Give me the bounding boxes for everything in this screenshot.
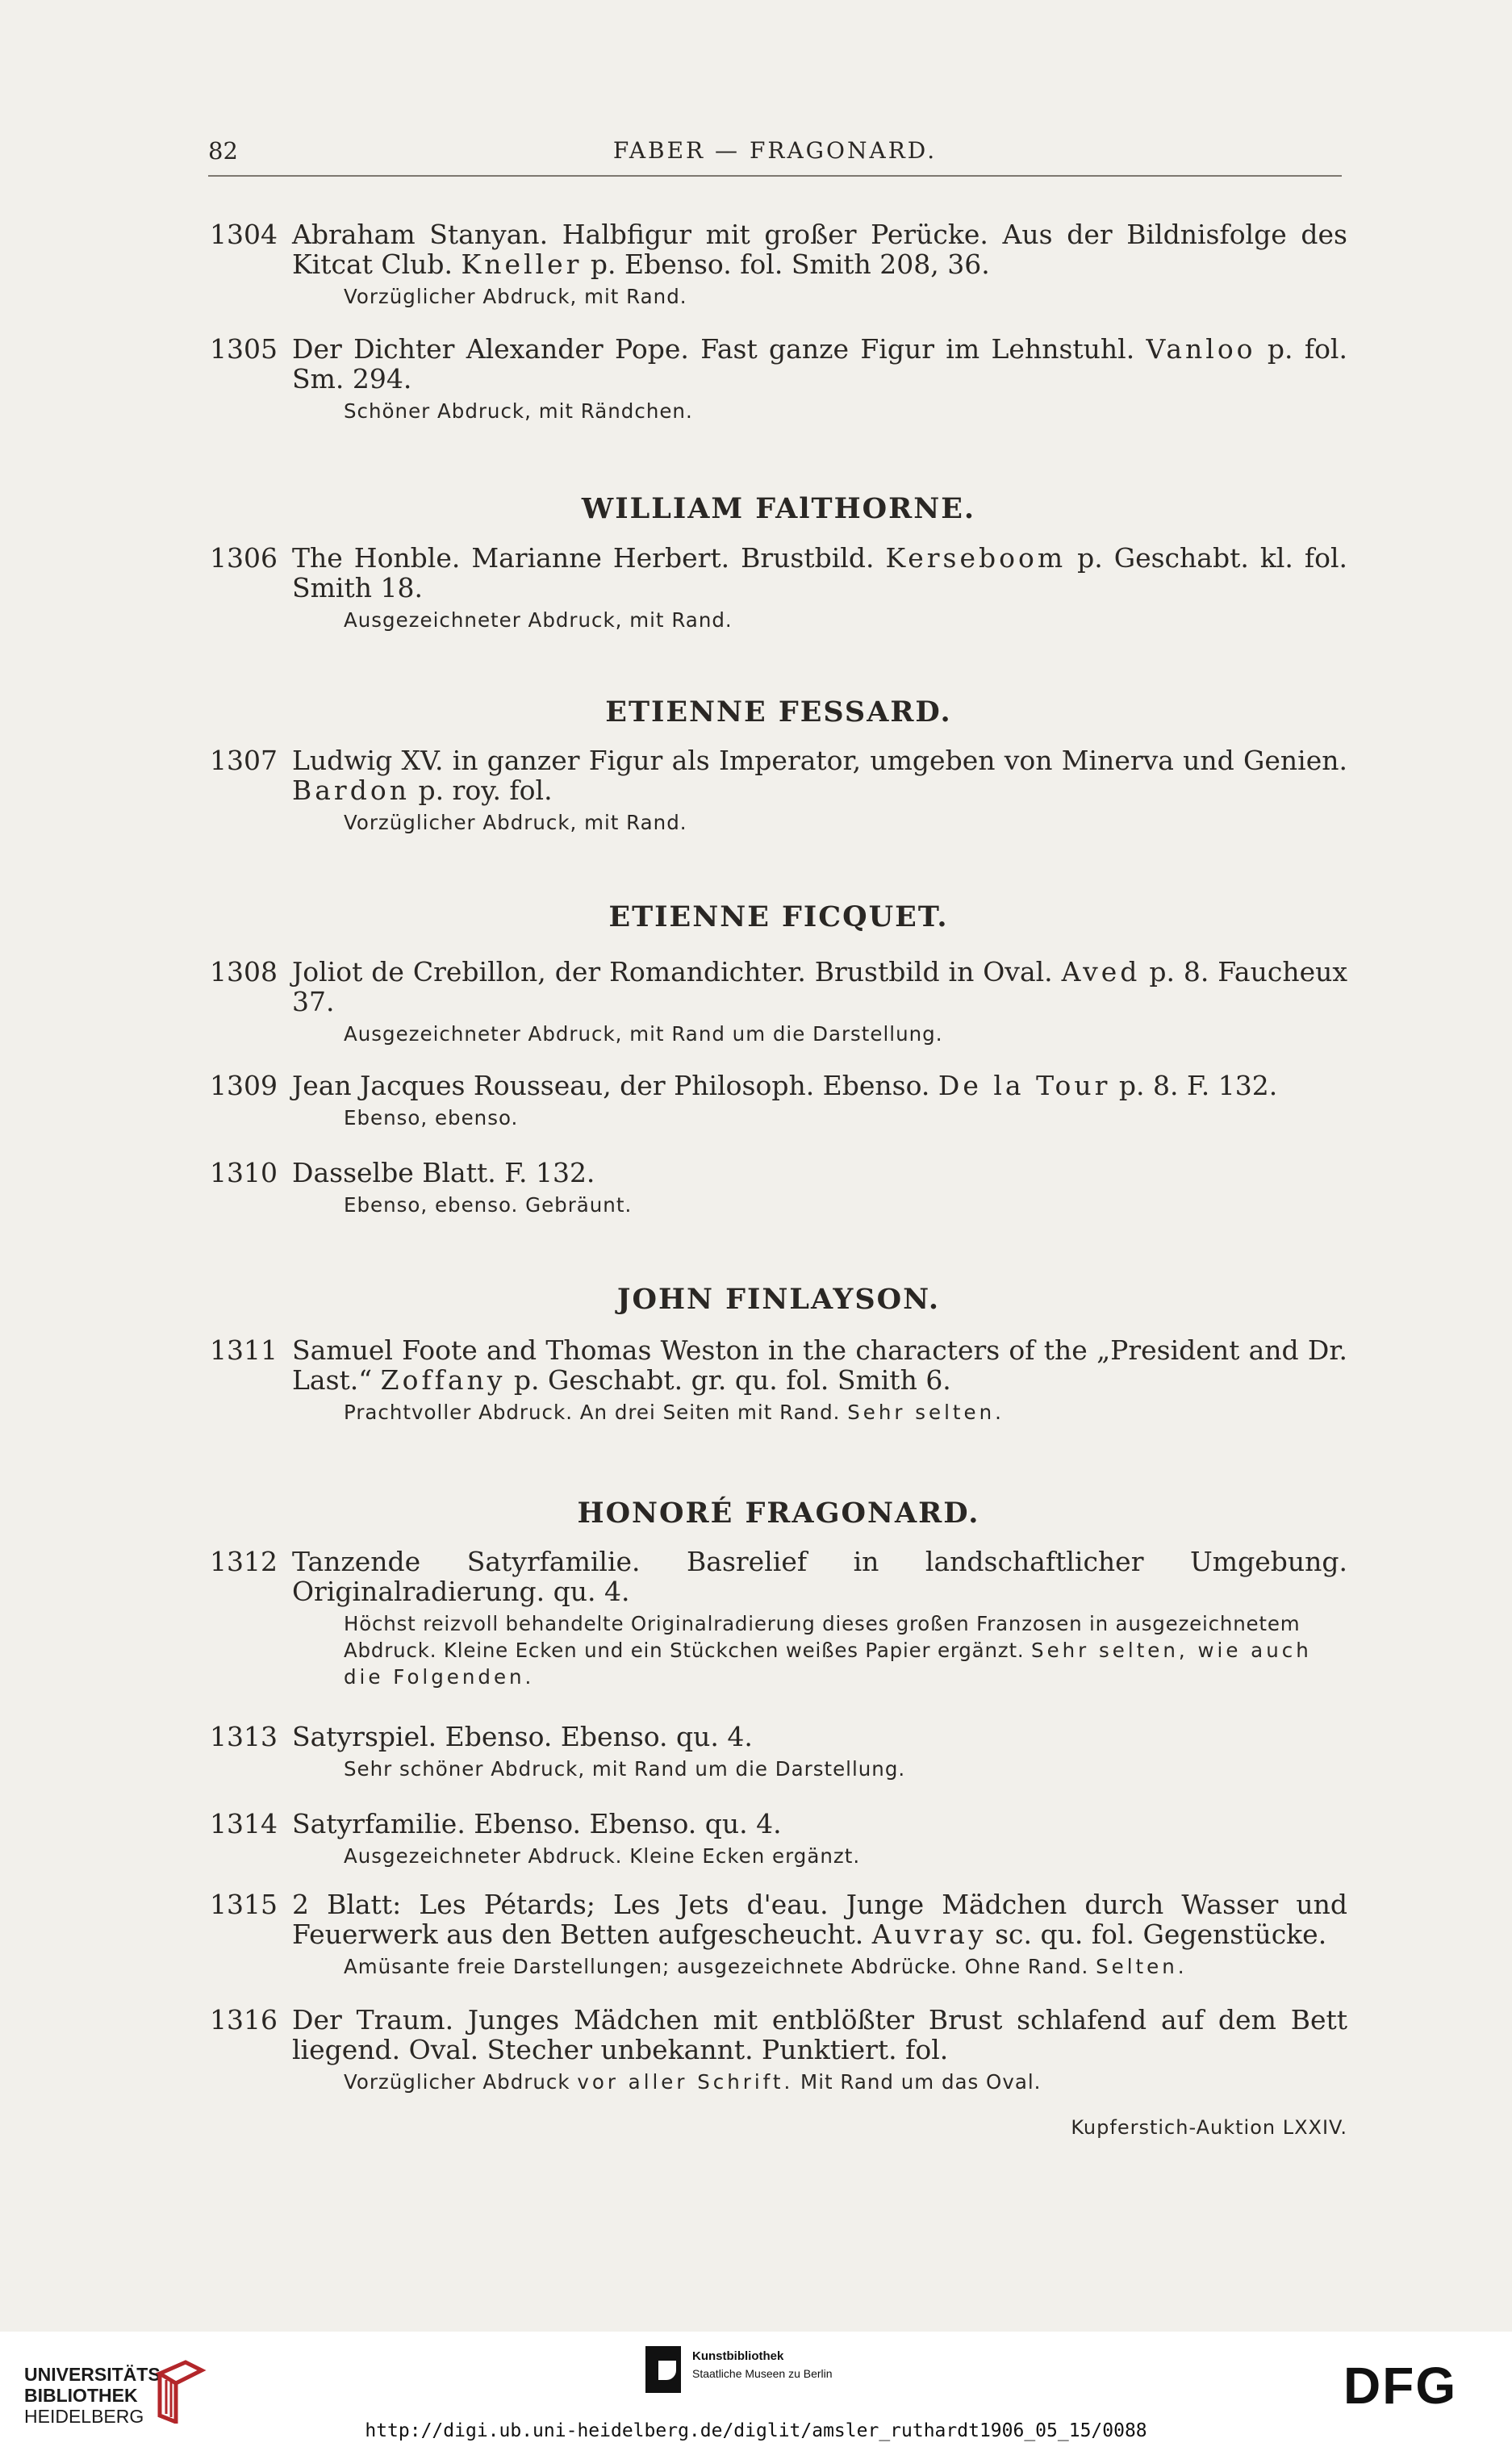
entry-number: 1308 (210, 956, 278, 987)
entry-number: 1304 (210, 219, 278, 250)
catalog-entry (210, 1809, 1347, 1869)
catalog-entry (210, 219, 1347, 310)
section-heading: ETIENNE FESSARD. (605, 695, 952, 729)
entry-text: Satyrspiel. Ebenso. Ebenso. qu. 4. (292, 1721, 753, 1752)
section-heading: WILLIAM FAlTHORNE. (581, 492, 976, 525)
entry-note: Ebenso, ebenso. (344, 1106, 519, 1129)
entry-note: Schöner Abdruck, mit Rändchen. (344, 399, 693, 423)
section-heading: ETIENNE FICQUET. (608, 900, 949, 933)
entry-note: Ausgezeichneter Abdruck, mit Rand. (344, 608, 733, 632)
artist-name: Vanloo (1146, 333, 1256, 365)
kunstbibliothek-logo[interactable]: Kunstbibliothek Staatliche Museen zu Berlin (645, 2346, 871, 2403)
entry-note: Vorzüglicher Abdruck, mit Rand. (344, 285, 687, 308)
catalog-entry (210, 1889, 1347, 1980)
catalog-entry (210, 1071, 1347, 1131)
entry-text: Ludwig XV. in ganzer Figur als Imperator, umgeben von Minerva und Genien. Bardon p. roy. fol. (292, 745, 1347, 806)
entry-number: 1305 (210, 333, 278, 365)
entry-text: Satyrfamilie. Ebenso. Ebenso. qu. 4. (292, 1808, 782, 1839)
entry-note: Amüsante freie Darstellungen; ausgezeichnete Abdrücke. Ohne Rand. Selten. (344, 1955, 1188, 1978)
artist-name: Bardon (292, 775, 410, 806)
entry-number: 1312 (210, 1546, 278, 1577)
entry-number: 1314 (210, 1808, 278, 1839)
entry-note: Vorzüglicher Abdruck vor aller Schrift. Mit Rand um das Oval. (344, 2070, 1042, 2094)
catalog-entry (210, 745, 1347, 836)
entry-text: Joliot de Crebillon, der Romandichter. Brustbild in Oval. Aved p. 8. Faucheux 37. (292, 956, 1347, 1017)
entry-number: 1311 (210, 1334, 278, 1366)
entry-note: Ausgezeichneter Abdruck. Kleine Ecken ergänzt. (344, 1844, 861, 1868)
entry-number: 1315 (210, 1889, 278, 1920)
page-header (208, 137, 1342, 176)
entry-note: Ausgezeichneter Abdruck, mit Rand um die Darstellung. (344, 1022, 943, 1046)
header-rule (208, 175, 1342, 177)
entry-number: 1313 (210, 1721, 278, 1752)
artist-name: Kneller (461, 248, 583, 280)
entry-text: Dasselbe Blatt. F. 132. (292, 1157, 595, 1188)
entry-text: Tanzende Satyrfamilie. Basrelief in landschaftlicher Umgebung. Originalradierung. qu. 4. (292, 1546, 1347, 1607)
entry-number: 1310 (210, 1157, 278, 1188)
entry-number: 1309 (210, 1070, 278, 1101)
catalog-entry (210, 1722, 1347, 1782)
entry-text: Abraham Stanyan. Halbfigur mit großer Perücke. Aus der Bildnisfolge des Kitcat Club. Kneller p. Ebenso. fol. Smith 208, 36. (292, 219, 1347, 280)
catalog-entry (210, 1547, 1347, 1690)
artist-name: Aved (1061, 956, 1141, 987)
kunstbibliothek-icon (645, 2346, 681, 2393)
artist-name: Kerseboom (885, 542, 1067, 574)
catalog-entry (210, 2005, 1347, 2095)
section-heading: HONORÉ FRAGONARD. (577, 1497, 980, 1530)
section-heading: JOHN FINLAYSON. (616, 1283, 941, 1316)
ub-heidelberg-logo[interactable]: UNIVERSITÄTS- BIBLIOTHEK HEIDELBERG (24, 2364, 167, 2427)
entry-note: Vorzüglicher Abdruck, mit Rand. (344, 811, 687, 834)
dfg-logo[interactable]: DFG (1343, 2357, 1458, 2415)
entry-number: 1306 (210, 542, 278, 574)
catalog-entry (210, 957, 1347, 1047)
catalog-entry (210, 1335, 1347, 1426)
entry-text: Der Traum. Junges Mädchen mit entblößter Brust schlafend auf dem Bett liegend. Oval. Stecher unbekannt. Punktiert. fol. (292, 2004, 1347, 2065)
permalink-url[interactable]: http://digi.ub.uni-heidelberg.de/diglit/amsler_ruthardt1906_05_15/0088 (365, 2420, 1147, 2441)
running-title: FABER — FRAGONARD. (612, 137, 938, 164)
viewer-footer (0, 2332, 1512, 2451)
auction-footer: Kupferstich-Auktion LXXIV. (1071, 2116, 1347, 2139)
catalog-entry (210, 1158, 1347, 1218)
entry-note: Höchst reizvoll behandelte Originalradierung dieses großen Franzosen in ausgezeichnetem Abdruck. Kleine Ecken und ein Stückchen weißes Papier ergänzt. Sehr selten, wie auch die Folgenden. (344, 1612, 1312, 1689)
entry-text: Samuel Foote and Thomas Weston in the characters of the „President and Dr. Last.“ Zoffany p. Geschabt. gr. qu. fol. Smith 6. (292, 1334, 1347, 1396)
artist-name: Zoffany (380, 1364, 506, 1396)
entry-text: Jean Jacques Rousseau, der Philosoph. Ebenso. De la Tour p. 8. F. 132. (292, 1070, 1278, 1101)
entry-text: 2 Blatt: Les Pétards; Les Jets d'eau. Junge Mädchen durch Wasser und Feuerwerk aus den Betten aufgescheucht. Auvray sc. qu. fol. Gegenstücke. (292, 1889, 1347, 1950)
entry-note: Ebenso, ebenso. Gebräunt. (344, 1193, 633, 1217)
entry-note: Sehr schöner Abdruck, mit Rand um die Darstellung. (344, 1757, 906, 1781)
artist-name: De la Tour (938, 1070, 1111, 1101)
entry-number: 1307 (210, 745, 278, 776)
catalog-entry (210, 543, 1347, 633)
ub-logo-icon (153, 2359, 210, 2424)
entry-text: The Honble. Marianne Herbert. Brustbild. Kerseboom p. Geschabt. kl. fol. Smith 18. (292, 542, 1347, 603)
entry-note: Prachtvoller Abdruck. An drei Seiten mit Rand. Sehr selten. (344, 1401, 1005, 1424)
page-number: 82 (208, 137, 238, 165)
artist-name: Auvray (871, 1919, 987, 1950)
entry-number: 1316 (210, 2004, 278, 2036)
entry-text: Der Dichter Alexander Pope. Fast ganze Figur im Lehnstuhl. Vanloo p. fol. Sm. 294. (292, 333, 1347, 395)
catalog-entry (210, 334, 1347, 424)
